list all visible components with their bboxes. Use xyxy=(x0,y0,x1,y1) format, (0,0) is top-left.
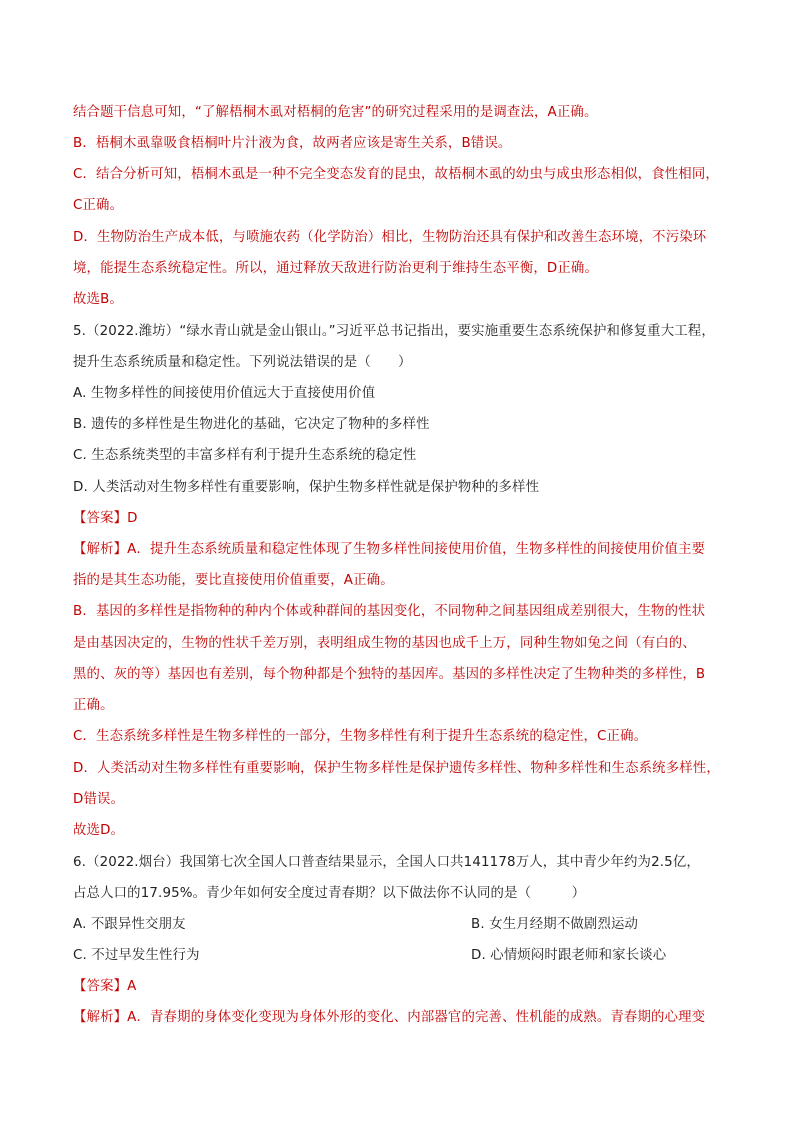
text-line: 占总人口的17.95%。青少年如何安全度过青春期？以下做法你不认同的是（ ） xyxy=(73,886,586,901)
text-line: 提升生态系统质量和稳定性。下列说法错误的是（ ） xyxy=(73,355,412,370)
text-line: 【解析】A．青春期的身体变化变现为身体外形的变化、内部器官的完善、性机能的成熟。青春期的心理变 xyxy=(73,1010,706,1025)
text-line: D．人类活动对生物多样性有重要影响，保护生物多样性是保护遗传多样性、物种多样性和生态系统多样性， xyxy=(73,761,720,776)
text-line: A. 生物多样性的间接使用价值远大于直接使用价值 xyxy=(73,386,376,401)
text-line: 故选D。 xyxy=(73,823,125,838)
text-line: D错误。 xyxy=(73,792,125,807)
option-row-1 xyxy=(73,916,724,934)
text-line: D．生物防治生产成本低，与喷施农药（化学防治）相比，生物防治还具有保护和改善生态环境，不污染环 xyxy=(73,230,707,245)
text-line: 6.（2022.烟台）我国第七次全国人口普查结果显示，全国人口共141178万人，其中青少年约为2.5亿， xyxy=(73,855,700,870)
option-c: C. 不过早发生性行为 xyxy=(73,948,200,963)
text-line: 指的是其生态功能，要比直接使用价值重要，A正确。 xyxy=(73,573,394,588)
text-line: 【答案】A xyxy=(73,979,137,994)
text-line: 故选B。 xyxy=(73,292,123,307)
text-line: 境，能提生态系统稳定性。所以，通过释放天敌进行防治更利于维持生态平衡，D正确。 xyxy=(73,261,599,276)
text-line: B．基因的多样性是指物种的种内个体或种群间的基因变化，不同物种之间基因组成差别很大，生物的性状 xyxy=(73,604,706,619)
text-line: C．生态系统多样性是生物多样性的一部分，生物多样性有利于提升生态系统的稳定性，C正确。 xyxy=(73,729,648,744)
text-line: B. 遗传的多样性是生物进化的基础，它决定了物种的多样性 xyxy=(73,417,430,432)
text-line: 【答案】D xyxy=(73,511,138,526)
text-line: D. 人类活动对生物多样性有重要影响，保护生物多样性就是保护物种的多样性 xyxy=(73,480,540,495)
option-a: A. 不跟异性交朋友 xyxy=(73,917,186,932)
text-line: C．结合分析可知，梧桐木虱是一种不完全变态发育的昆虫，故梧桐木虱的幼虫与成虫形态相似，食性相同， xyxy=(73,167,719,182)
option-row-2 xyxy=(73,947,724,965)
text-line: 【解析】A．提升生态系统质量和稳定性体现了生物多样性间接使用价值，生物多样性的间接使用价值主要 xyxy=(73,542,706,557)
text-line: 是由基因决定的，生物的性状千差万别，表明组成生物的基因也成千上万，同种生物如兔之间（有白的、 xyxy=(73,636,696,651)
text-line: C正确。 xyxy=(73,198,124,213)
text-line: 正确。 xyxy=(73,698,114,713)
option-d: D. 心情烦闷时跟老师和家长谈心 xyxy=(471,948,667,963)
text-line: 5.（2022.潍坊）“绿水青山就是金山银山。”习近平总书记指出，要实施重要生态系统保护和修复重大工程， xyxy=(73,324,715,339)
text-line: C. 生态系统类型的丰富多样有利于提升生态系统的稳定性 xyxy=(73,448,417,463)
option-b: B. 女生月经期不做剧烈运动 xyxy=(471,917,639,932)
text-line: B．梧桐木虱靠吸食梧桐叶片汁液为食，故两者应该是寄生关系，B错误。 xyxy=(73,136,512,151)
text-line: 黑的、灰的等）基因也有差别，每个物种都是个独特的基因库。基因的多样性决定了生物种类的多样性，B xyxy=(73,667,706,682)
text-line: 结合题干信息可知，“了解梧桐木虱对梧桐的危害”的研究过程采用的是调查法，A正确。 xyxy=(73,105,598,120)
